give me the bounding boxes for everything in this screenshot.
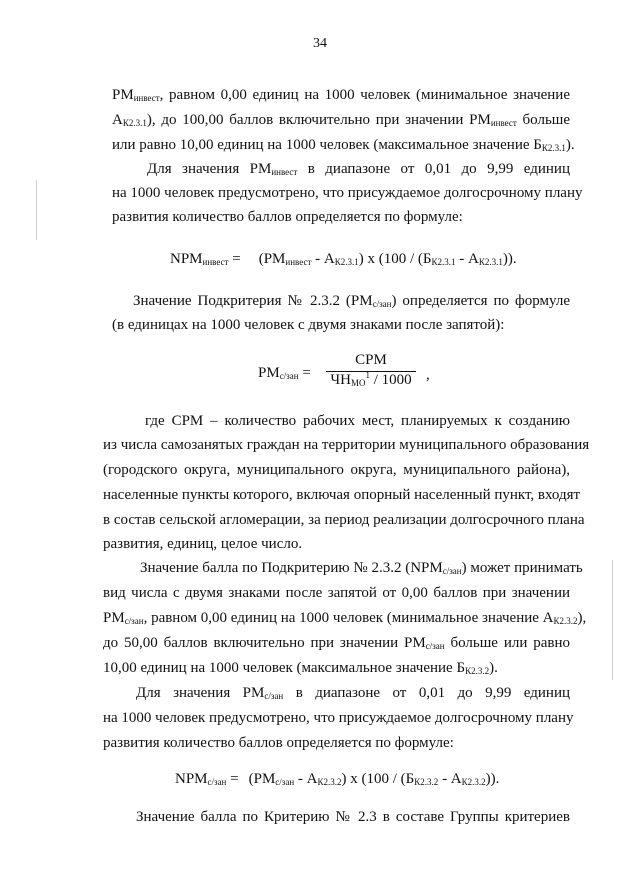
formula-npm-invest: $NPM_{инвест} = (PM_{инвест} - А_{К2.3.1})$ х $(100 / (Б_{К2.3.1} - А_{К2.3.1}))$. <box>170 251 517 267</box>
para6-line2: на 1000 человек предусмотрено, что присуждаемое долгосрочному плану <box>103 710 574 726</box>
para2-line1: Для значения $РМ_{инвест}$ в диапазоне от 0,01 до 9,99 единиц <box>147 161 570 177</box>
para5-line5: 10,00 единиц на 1000 человек (максимальное значение $Б_{К2.3.2}$). <box>103 660 498 676</box>
formula-npm-szan: $NPM_{с/зан} = (PM_{с/зан} - А_{К2.3.2})$ х $(100 / (Б_{К2.3.2} - А_{К2.3.2}))$. <box>175 771 500 787</box>
para4-line1: где СРМ – количество рабочих мест, планируемых к созданию <box>145 413 570 429</box>
para1-line3: или равно 10,00 единиц на 1000 человек (максимальное значение $Б_{К2.3.1}$). <box>112 137 575 153</box>
para3-line2: (в единицах на 1000 человек с двумя знаками после запятой): <box>112 317 505 333</box>
para2-line2: на 1000 человек предусмотрено, что присуждаемое долгосрочному плану <box>112 185 583 201</box>
para4-line5: в состав сельской агломерации, за период реализации долгосрочного плана <box>103 512 585 528</box>
formula-pm-szan-fraction <box>326 350 416 390</box>
para4-line2: из числа самозанятых граждан на территории муниципального образования <box>103 437 590 453</box>
para6-line3: развития количество баллов определяется по формуле: <box>103 735 454 751</box>
para4-line3: (городского округа, муниципального округа, муниципального района), <box>103 462 570 478</box>
para4-line6: развития, единиц, целое число. <box>103 536 303 552</box>
para5-line4: до 50,00 баллов включительно при значении $РМ_{с/зан}$ больше или равно <box>103 635 570 651</box>
para6-line1: Для значения $РМ_{с/зан}$ в диапазоне от 0,01 до 9,99 единиц <box>136 685 570 701</box>
para2-line3: развития количество баллов определяется по формуле: <box>112 209 463 225</box>
scan-edge-mark-left <box>36 180 37 240</box>
fraction-denominator: $ЧН_{МО}^1 / 1000$ <box>330 370 412 388</box>
para3-line1: Значение Подкритерия № 2.3.2 $(РМ_{с/зан})$ определяется по формуле <box>133 293 570 309</box>
para5-line1: Значение балла по Подкритерию № 2.3.2 $(NPM_{с/зан})$ может принимать <box>140 560 583 576</box>
fraction-numerator: СРМ <box>355 352 387 368</box>
para5-line3: $РМ_{с/зан}$, равном 0,00 единиц на 1000 человек (минимальное значение $А_{К2.3.2}$), <box>103 610 587 626</box>
page-number: 34 <box>313 36 327 51</box>
para4-line4: населенные пункты которого, включая опорный населенный пункт, входят <box>103 487 581 503</box>
para5-line2: вид числа с двумя знаками после запятой от 0,00 баллов при значении <box>103 585 570 601</box>
para7-line1: Значение балла по Критерию № 2.3 в составе Группы критериев <box>136 809 570 825</box>
para1-line2: $А_{К2.3.1}$), до 100,00 баллов включительно при значении $РМ_{инвест}$ больше <box>112 112 571 128</box>
formula-comma: , <box>426 367 430 383</box>
formula-pm-szan-lhs: $РМ_{с/зан}$ = <box>258 365 311 381</box>
scan-edge-mark-right <box>612 560 613 680</box>
para1-line1: $РМ_{инвест}$, равном 0,00 единиц на 1000 человек (минимальное значение <box>112 87 570 103</box>
